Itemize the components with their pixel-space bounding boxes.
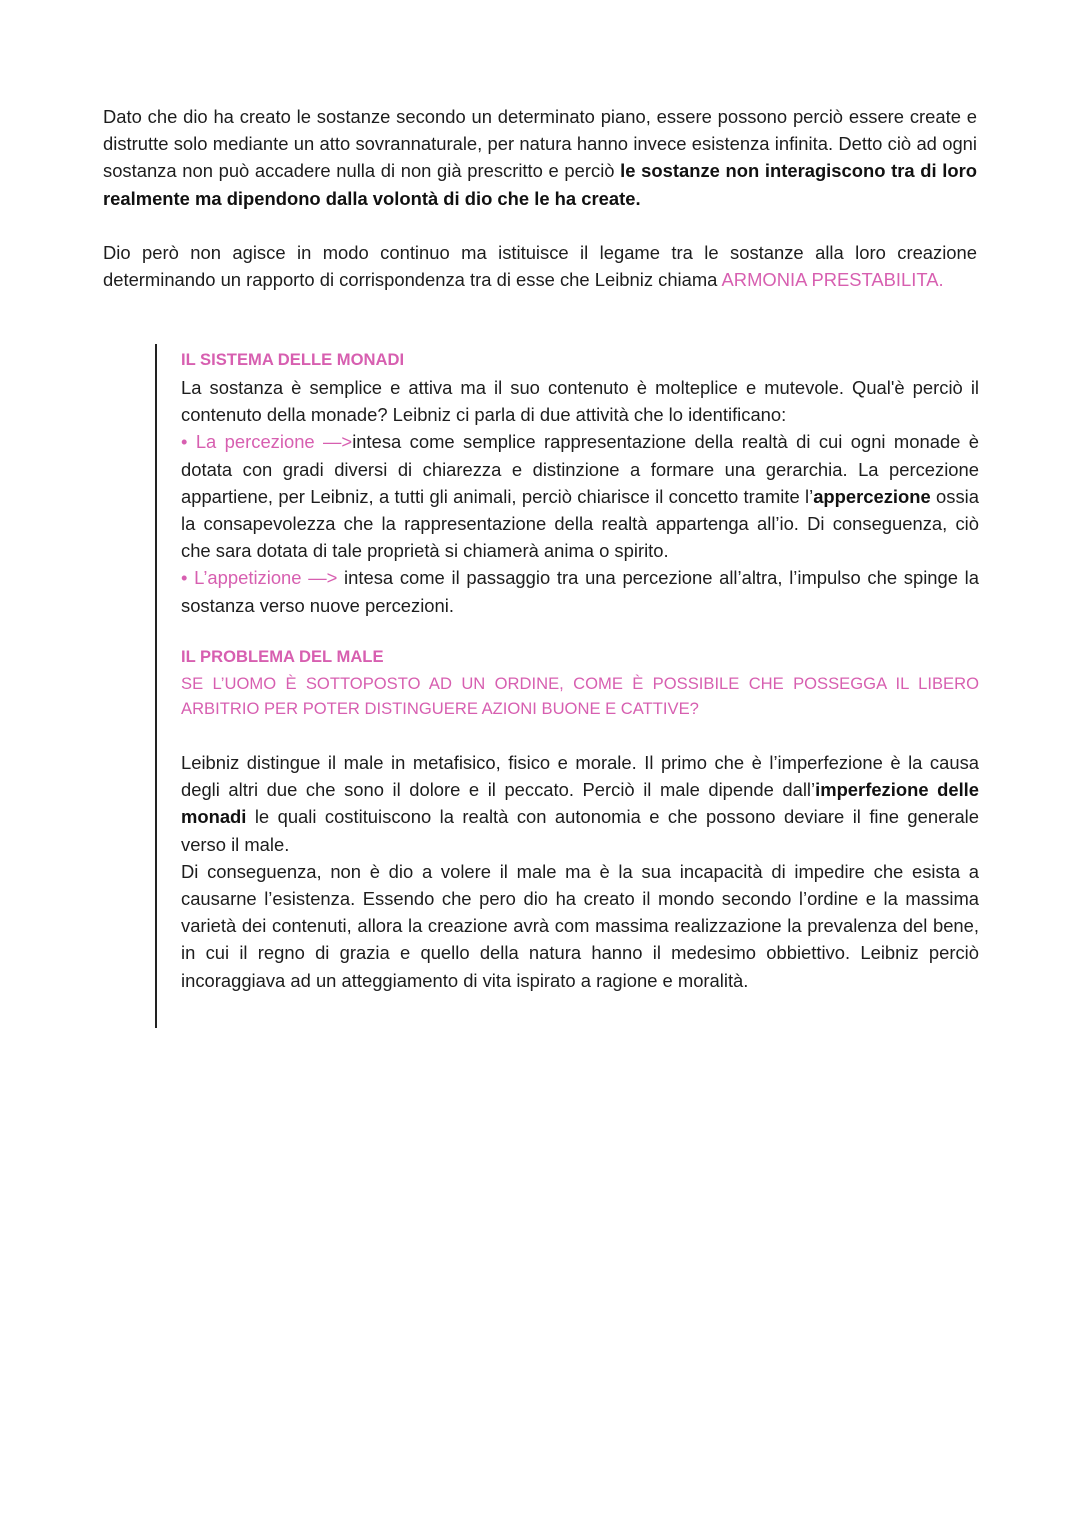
appetition-text: intesa come il passaggio tra una percezione all’altra, l’impulso che spinge la sostanza verso nuove percezioni. [181,567,979,616]
monads-intro: La sostanza è semplice e attiva ma il suo contenuto è molteplice e mutevole. Qual'è perciò il contenuto della monade? Leibniz ci parla di due attività che lo identificano: [181,377,979,426]
evil-body [181,749,979,994]
paragraph-substances-text: Dato che dio ha creato le sostanze secondo un determinato piano, essere possono perciò essere create e distrutte solo mediante un atto sovrannaturale, per natura hanno invece esistenza infinita. Detto ciò ad ogni sostanza non può accadere nulla di non già prescritto e perciò [103,106,977,182]
paragraph-harmony [103,239,977,293]
evil-paragraph-1 [181,749,979,858]
evil-p1-bold: imperfezione delle monadi [181,779,980,828]
perception-text-b: ossia la consapevolezza che la rappresentazione della realtà appartenga all’io. Di conseguenza, ciò che sara dotata di tale proprietà si chiamerà anima o spirito. [181,485,979,562]
quote-block [155,344,979,1028]
harmony-highlight: ARMONIA PRESTABILITA. [721,269,944,291]
paragraph-substances [103,103,977,212]
evil-p1-a: Leibniz distingue il male in metafisico, fisico e morale. Il primo che è l’imperfezione è la causa degli altri due che sono il dolore e il peccato. Perciò il male dipende dall’ [181,752,979,801]
bullet-perception [181,428,979,564]
section-title-evil: IL PROBLEMA DEL MALE [181,647,384,666]
evil-p1-b: le quali costituiscono la realtà con autonomia e che possono deviare il fine generale verso il male. [181,806,979,855]
paragraph-harmony-text: Dio però non agisce in modo continuo ma istituisce il legame tra le sostanze alla loro creazione determinando un rapporto di corrispondenza tra di esse che Leibniz chiama [103,242,977,291]
bullet-appetition [181,564,979,618]
appetition-term: • L’appetizione —> [181,567,338,589]
perception-text-a: intesa come semplice rappresentazione della realtà di cui ogni monade è dotata con gradi diversi di chiarezza e distinzione a formare una gerarchia. La percezione appartiene, per Leibniz, a tutti gli animali, perciò chiarisce il concetto tramite l’ [181,431,979,507]
apperception-term: appercezione [813,485,931,507]
perception-term: • La percezione —> [181,431,353,453]
section-title-monads: IL SISTEMA DELLE MONADI [181,350,405,369]
monads-body [181,374,979,619]
evil-paragraph-2: Di conseguenza, non è dio a volere il male ma è la sua incapacità di impedire che esista a causarne l’esistenza. Essendo che pero dio ha creato il mondo secondo l’ordine e la massima varietà dei contenuti, allora la creazione avrà com massima realizzazione la prevalenza del bene, in cui il regno di grazia e quello della natura hanno il medesimo obbiettivo. Leibniz perciò incoraggiava ad un atteggiamento di vita ispirato a ragione e moralità. [181,860,979,991]
paragraph-substances-bold: le sostanze non interagiscono tra di loro realmente ma dipendono dalla volontà di dio che le ha create. [103,160,977,209]
evil-question: SE L’UOMO È SOTTOPOSTO AD UN ORDINE, COME È POSSIBILE CHE POSSEGGA IL LIBERO ARBITRIO PER POTER DISTINGUERE AZIONI BUONE E CATTIVE? [181,674,979,718]
